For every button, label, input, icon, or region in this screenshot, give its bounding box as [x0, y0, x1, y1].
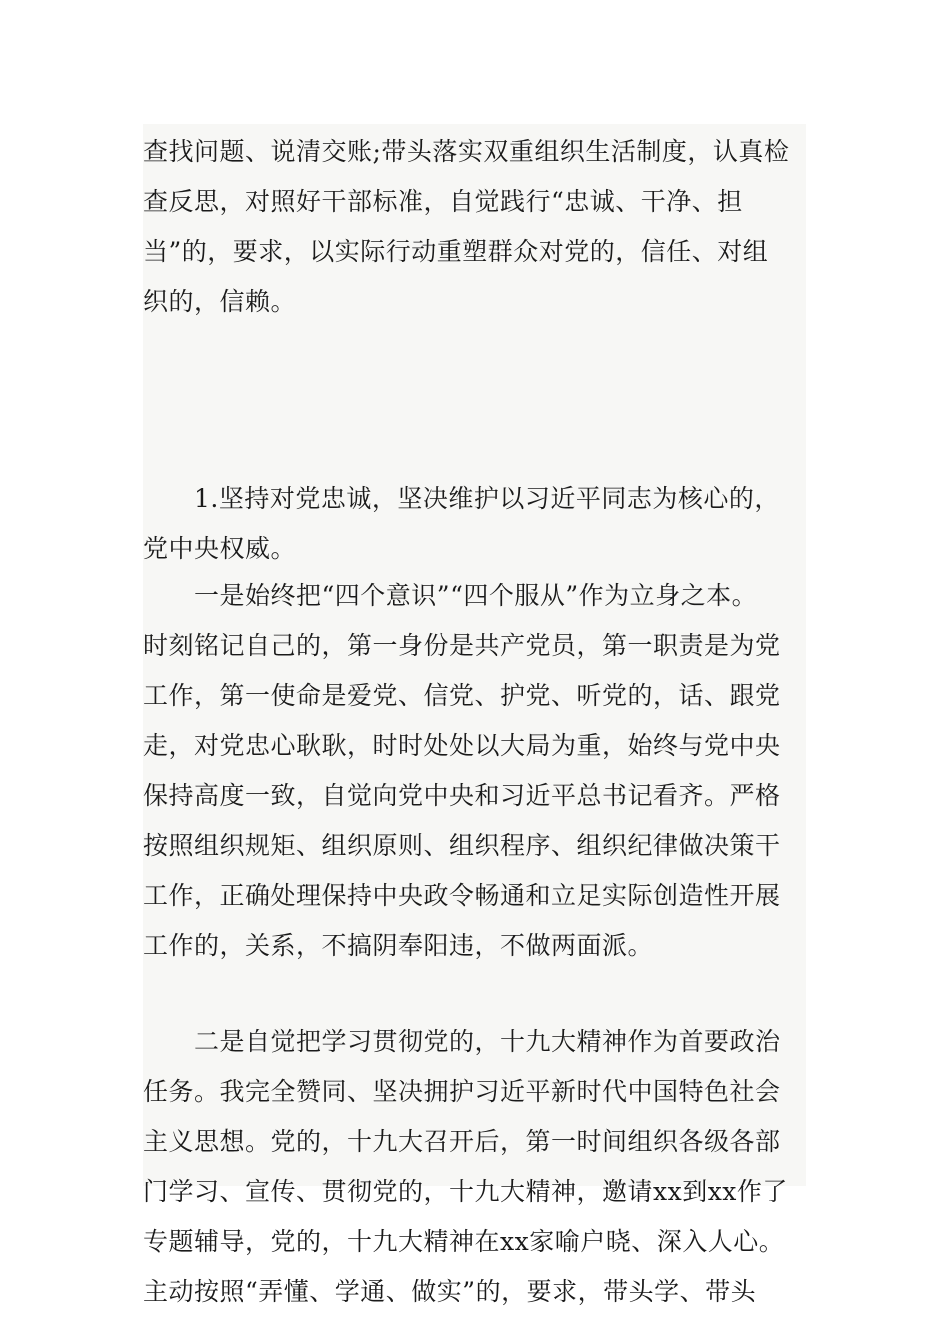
text-line: 工作的，关系，不搞阴奉阳违，不做两面派。 [143, 931, 654, 960]
text-line: 查反思，对照好干部标准，自觉践行“忠诚、干净、担 [143, 187, 743, 216]
text-line: 走，对党忠心耿耿，时时处处以大局为重，始终与党中央 [143, 731, 781, 760]
text-line: 织的，信赖。 [143, 287, 297, 316]
text-line: 党中央权威。 [143, 534, 297, 563]
text-line: 1.坚持对党忠诚，坚决维护以习近平同志为核心的， [143, 484, 780, 513]
paragraph-3 [143, 571, 806, 971]
text-line: 门学习、宣传、贯彻党的，十九大精神，邀请xx到xx作了 [143, 1177, 788, 1206]
text-line: 主义思想。党的，十九大召开后，第一时间组织各级各部 [143, 1127, 781, 1156]
text-line: 一是始终把“四个意识”“四个服从”作为立身之本。 [143, 581, 758, 610]
text-line: 按照组织规矩、组织原则、组织程序、组织纪律做决策干 [143, 831, 781, 860]
text-line: 保持高度一致，自觉向党中央和习近平总书记看齐。严格 [143, 781, 781, 810]
paragraph-4 [143, 1017, 806, 1317]
paragraph-1 [143, 127, 806, 327]
text-line: 二是自觉把学习贯彻党的，十九大精神作为首要政治 [143, 1027, 781, 1056]
text-line: 任务。我完全赞同、坚决拥护习近平新时代中国特色社会 [143, 1077, 781, 1106]
text-line: 时刻铭记自己的，第一身份是共产党员，第一职责是为党 [143, 631, 781, 660]
text-line: 主动按照“弄懂、学通、做实”的，要求，带头学、带头 [143, 1277, 757, 1306]
text-line: 工作，第一使命是爱党、信党、护党、听党的，话、跟党 [143, 681, 781, 710]
paragraph-2 [143, 474, 806, 574]
text-line: 查找问题、说清交账;带头落实双重组织生活制度，认真检 [143, 137, 790, 166]
text-line: 专题辅导，党的，十九大精神在xx家喻户晓、深入人心。 [143, 1227, 785, 1256]
text-line: 当”的，要求，以实际行动重塑群众对党的，信任、对组 [143, 237, 769, 266]
document-body [143, 124, 806, 1306]
text-line: 工作，正确处理保持中央政令畅通和立足实际创造性开展 [143, 881, 781, 910]
